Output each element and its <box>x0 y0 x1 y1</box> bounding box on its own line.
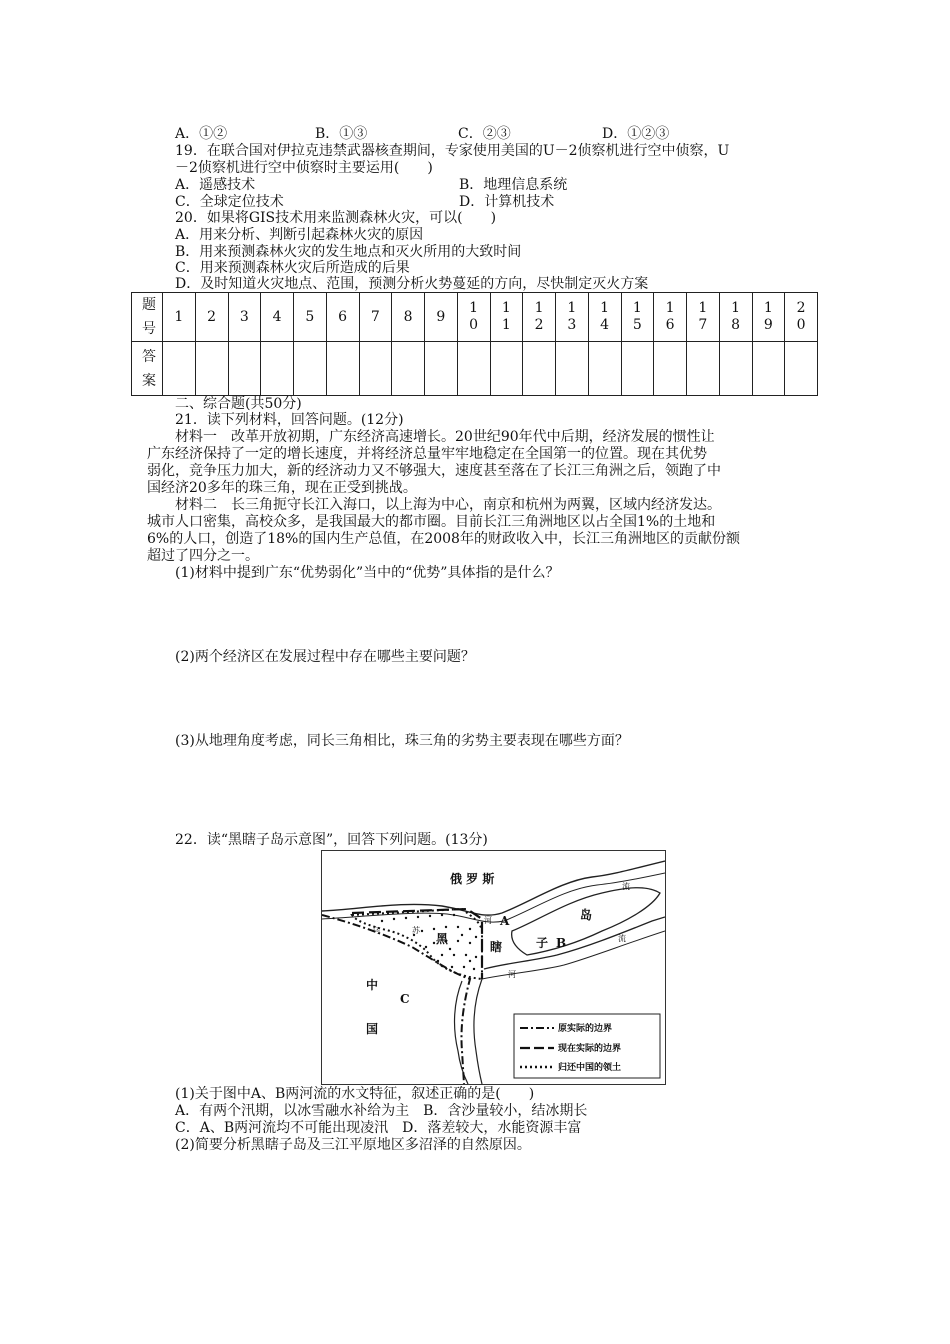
legend-returned-territory: 归还中国的领土 <box>558 1063 622 1073</box>
table-number-cell: 2 <box>195 293 228 342</box>
q20-option-c: C．用来预测森林火灾后所造成的后果 <box>175 260 410 276</box>
answer-cell[interactable] <box>294 342 327 396</box>
table-number-cell: 9 <box>425 293 458 342</box>
answer-table-number-row <box>132 293 818 342</box>
table-number-cell: 12 <box>523 293 556 342</box>
map-label-xia: 瞎 <box>490 940 503 954</box>
map-label-dao: 岛 <box>580 908 593 922</box>
legend-original-border: 原实际的边界 <box>558 1024 613 1034</box>
answer-cell[interactable] <box>261 342 294 396</box>
answer-cell[interactable] <box>392 342 425 396</box>
river-north-bank <box>322 861 665 915</box>
map-label-zhong: 中 <box>366 978 379 992</box>
q20-option-a: A．用来分析、判断引起森林火灾的原因 <box>175 227 424 243</box>
map-label-hei: 黑 <box>436 932 449 946</box>
q19-option-c: C．全球定位技术 <box>175 194 284 210</box>
heixiazi-island-map <box>321 850 666 1085</box>
table-number-cell: 16 <box>654 293 687 342</box>
map-label-a: A <box>500 914 510 928</box>
q19-stem-line1: 19．在联合国对伊拉克违禁武器核查期间，专家使用美国的U－2侦察机进行空中侦察，U <box>175 143 730 159</box>
table-number-cell: 1 <box>163 293 196 342</box>
map-label-c: C <box>400 992 410 1006</box>
answer-cell[interactable] <box>556 342 589 396</box>
q18-options <box>175 126 669 143</box>
answer-cell[interactable] <box>687 342 720 396</box>
table-number-cell: 20 <box>785 293 818 342</box>
q21-part1: (1)材料中提到广东“优势弱化”当中的“优势”具体指的是什么？ <box>175 565 560 581</box>
q22-options-cd: C．A、B两河流均不可能出现凌汛 D．落差较大，水能资源丰富 <box>175 1120 582 1136</box>
wusuli-river-east <box>474 979 482 1084</box>
table-number-cell: 4 <box>261 293 294 342</box>
material2-line1: 材料二 长三角扼守长江入海口，以上海为中心，南京和杭州为两翼，区域内经济发达。 <box>175 497 721 513</box>
answer-cell[interactable] <box>785 342 818 396</box>
q18-option-d: D．①②③ <box>602 126 670 142</box>
material1-line1: 材料一 改革开放初期，广东经济高速增长。20世纪90年代中后期，经济发展的惯性让 <box>175 429 715 445</box>
q22-part1: (1)关于图中A、B两河流的水文特征，叙述正确的是( ) <box>175 1086 535 1102</box>
q19-stem-line2: －2侦察机进行空中侦察时主要运用( ) <box>175 160 433 176</box>
answer-cell[interactable] <box>588 342 621 396</box>
answer-cell[interactable] <box>326 342 359 396</box>
answer-cell[interactable] <box>490 342 523 396</box>
map-label-he1: 河 <box>484 916 492 925</box>
table-number-cell: 14 <box>588 293 621 342</box>
answer-cell[interactable] <box>359 342 392 396</box>
answer-cell[interactable] <box>523 342 556 396</box>
q18-option-b: B．①③ <box>315 126 368 142</box>
q21-part2: (2)两个经济区在发展过程中存在哪些主要问题？ <box>175 649 475 665</box>
material1-line3: 弱化，竞争压力加大，新的经济动力又不够强大，速度甚至落在了长江三角洲之后，领跑了中 <box>147 463 721 479</box>
answer-table <box>131 292 818 396</box>
material2-line2: 城市人口密集，高校众多，是我国最大的都市圈。目前长江三角洲地区以占全国1%的土地和 <box>147 514 716 530</box>
returned-territory <box>352 909 482 979</box>
map-svg <box>322 851 665 1084</box>
material2-line3: 6%的人口，创造了18%的国内生产总值，在2008年的财政收入中，长江三角洲地区的贡献份额 <box>147 531 740 547</box>
q22-part2: (2)简要分析黑瞎子岛及三江平原地区多沼泽的自然原因。 <box>175 1137 531 1153</box>
table-number-cell: 11 <box>490 293 523 342</box>
table-header-question-number: 题号 <box>132 293 163 342</box>
current-border <box>352 909 482 979</box>
table-number-cell: 18 <box>719 293 752 342</box>
material2-line4: 超过了四分之一。 <box>147 548 259 564</box>
q19-option-a: A．遥感技术 <box>175 177 256 193</box>
q20-option-d: D．及时知道火灾地点、范围，预测分析火势蔓延的方向，尽快制定灭火方案 <box>175 276 649 292</box>
table-number-cell: 5 <box>294 293 327 342</box>
table-number-cell: 13 <box>556 293 589 342</box>
section2-title: 二、综合题(共50分) <box>175 396 302 412</box>
q19-option-d: D．计算机技术 <box>459 194 555 210</box>
map-label-wu: 乌 <box>372 926 380 935</box>
material1-line4: 国经济20多年的珠三角，现在正受到挑战。 <box>147 480 417 496</box>
table-number-cell: 7 <box>359 293 392 342</box>
map-label-russia: 俄 罗 斯 <box>450 872 495 886</box>
answer-cell[interactable] <box>457 342 490 396</box>
map-label-guo: 国 <box>366 1022 379 1036</box>
answer-cell[interactable] <box>752 342 785 396</box>
map-label-b: B <box>556 936 567 950</box>
map-label-zi: 子 <box>536 936 549 950</box>
q21-part3: (3)从地理角度考虑，同长三角相比，珠三角的劣势主要表现在哪些方面？ <box>175 733 629 749</box>
q22-options-ab: A．有两个汛期，以冰雪融水补给为主 B．含沙量较小，结冰期长 <box>175 1103 588 1119</box>
table-header-answer: 答案 <box>132 342 163 396</box>
answer-cell[interactable] <box>425 342 458 396</box>
table-number-cell: 19 <box>752 293 785 342</box>
answer-cell[interactable] <box>621 342 654 396</box>
q22-stem: 22．读“黑瞎子岛示意图”，回答下列问题。(13分) <box>175 832 488 848</box>
q18-option-c: C．②③ <box>458 126 511 142</box>
answer-cell[interactable] <box>654 342 687 396</box>
table-number-cell: 10 <box>457 293 490 342</box>
answer-cell[interactable] <box>195 342 228 396</box>
answer-cell[interactable] <box>719 342 752 396</box>
q19-option-b: B．地理信息系统 <box>459 177 568 193</box>
map-label-liu2: 流 <box>618 934 626 943</box>
answer-cell[interactable] <box>163 342 196 396</box>
map-label-he2: 河 <box>508 970 516 979</box>
map-label-liu1: 流 <box>622 882 630 891</box>
table-number-cell: 6 <box>326 293 359 342</box>
q20-stem: 20．如果将GIS技术用来监测森林火灾，可以( ) <box>175 210 497 226</box>
answer-table-answer-row <box>132 342 818 396</box>
table-number-cell: 8 <box>392 293 425 342</box>
legend-current-border: 现在实际的边界 <box>558 1044 622 1054</box>
map-label-su: 苏 <box>412 926 420 935</box>
table-number-cell: 3 <box>228 293 261 342</box>
material1-line2: 广东经济保持了一定的增长速度，并将经济总量牢牢地稳定在全国第一的位置。现在其优势 <box>147 446 707 462</box>
table-number-cell: 15 <box>621 293 654 342</box>
q21-stem: 21．读下列材料，回答问题。(12分) <box>175 412 404 428</box>
q20-option-b: B．用来预测森林火灾的发生地点和灭火所用的大致时间 <box>175 244 522 260</box>
table-number-cell: 17 <box>687 293 720 342</box>
q18-option-a: A．①② <box>175 126 228 142</box>
territory-dots <box>381 914 477 970</box>
answer-cell[interactable] <box>228 342 261 396</box>
